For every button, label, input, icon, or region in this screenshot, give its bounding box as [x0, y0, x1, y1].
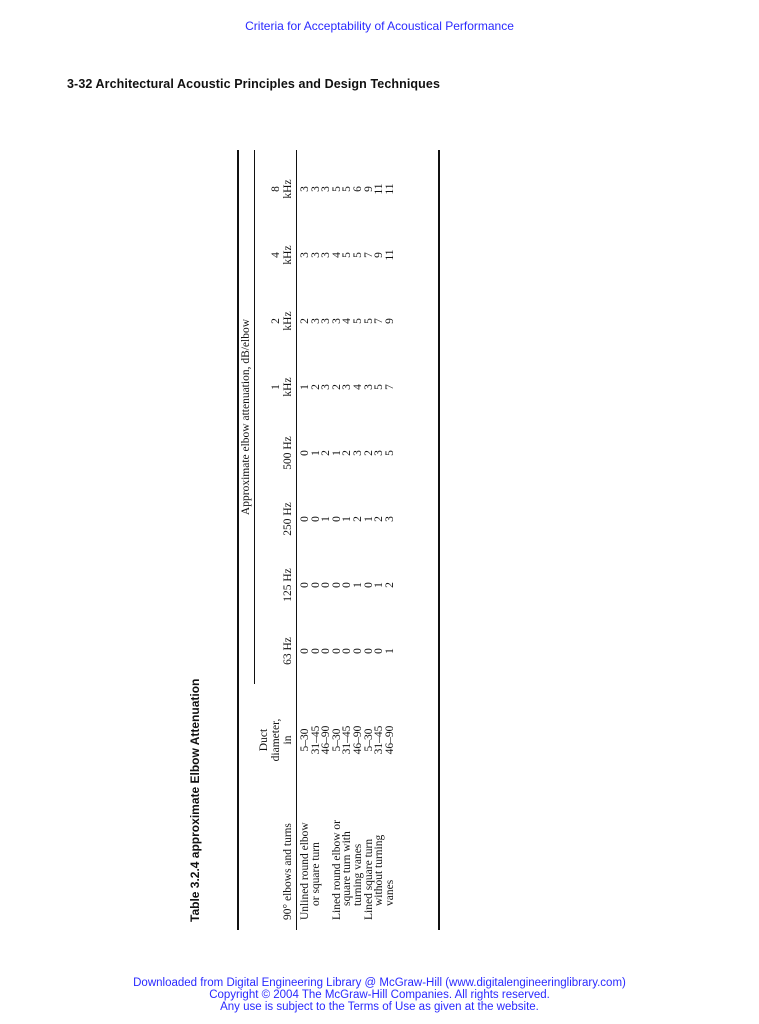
column-63hz [300, 618, 395, 684]
column-250hz [300, 486, 395, 552]
header-63hz: 63 Hz [282, 637, 294, 665]
table-group-rule [254, 150, 255, 684]
table-cell: 5 [341, 186, 354, 192]
column-elbow-type [300, 780, 395, 920]
table-top-rule [237, 150, 239, 930]
header-8khz: 8 kHz [270, 179, 294, 199]
type-line: square turn with [341, 831, 354, 906]
table-cell: 1 [362, 516, 375, 522]
footer-copyright: Copyright © 2004 The McGraw-Hill Companies. All rights reserved. [209, 989, 550, 1001]
table-cell: 3 [299, 186, 311, 192]
table-cell: 9 [362, 186, 375, 192]
table-cell: 6 [351, 186, 364, 192]
table-cell: 0 [320, 582, 333, 588]
table-cell: 7 [362, 252, 375, 258]
table-cell: 0 [330, 648, 343, 654]
table-cell: 0 [330, 582, 343, 588]
table-cell: 0 [373, 648, 386, 654]
column-8khz [300, 156, 395, 222]
table-cell: 0 [341, 648, 354, 654]
footer-terms[interactable]: Any use is subject to the Terms of Use as given at the website. [220, 1001, 539, 1013]
table-cell: 2 [320, 450, 333, 456]
table-cell: 0 [309, 516, 322, 522]
table-cell: 7 [383, 384, 396, 390]
table-cell: 3 [362, 384, 375, 390]
table-cell: 3 [299, 252, 311, 258]
table-cell: 3 [320, 186, 333, 192]
type-line: or square turn [309, 842, 322, 906]
type-line: Unlined round elbow [299, 822, 311, 920]
table-cell: 11 [373, 183, 386, 195]
table-cell: 0 [309, 648, 322, 654]
table-cell: 2 [373, 516, 386, 522]
header-elbows: 90° elbows and turns [282, 823, 294, 920]
header-4khz: 4 kHz [270, 245, 294, 265]
table-cell: 3 [309, 186, 322, 192]
table-cell: 0 [351, 648, 364, 654]
table-cell: 5 [351, 252, 364, 258]
header-2khz: 2 kHz [270, 311, 294, 331]
table-cell: 3 [320, 318, 333, 324]
column-125hz [300, 552, 395, 618]
page-header: Criteria for Acceptability of Acoustical Performance [245, 19, 514, 33]
header-group: Approximate elbow attenuation, dB/elbow [240, 318, 252, 516]
table-cell: 0 [341, 582, 354, 588]
table-cell: 3 [309, 318, 322, 324]
table-cell: 0 [299, 648, 311, 654]
table-cell: 2 [309, 384, 322, 390]
table-cell: 1 [330, 450, 343, 456]
table-cell: 0 [330, 516, 343, 522]
table-cell: 2 [362, 450, 375, 456]
table-cell: 5 [383, 450, 396, 456]
table-cell: 5 [362, 318, 375, 324]
header-duct: Duct diameter, in [258, 718, 294, 762]
footer-download-notice[interactable]: Downloaded from Digital Engineering Library @ McGraw-Hill (www.digitalengineeringlibrary.com) [133, 977, 626, 989]
table-cell: 5–30 [330, 728, 343, 752]
table-cell: 46–90 [351, 725, 364, 755]
table-cell: 5 [330, 186, 343, 192]
column-2khz [300, 288, 395, 354]
table-cell: 0 [362, 582, 375, 588]
table-cell: 0 [320, 648, 333, 654]
table-cell: 7 [373, 318, 386, 324]
table-cell: 4 [330, 252, 343, 258]
table-cell: 4 [351, 384, 364, 390]
table-cell: 4 [341, 318, 354, 324]
header-1khz: 1 kHz [270, 377, 294, 397]
table-cell: 5 [341, 252, 354, 258]
table-caption: Table 3.2.4 approximate Elbow Attenuation [188, 678, 202, 922]
table-cell: 31–45 [373, 725, 386, 755]
type-line: Lined square turn [362, 838, 375, 920]
table-cell: 5 [373, 384, 386, 390]
table-cell: 1 [309, 450, 322, 456]
table-cell: 3 [383, 516, 396, 522]
table-cell: 46–90 [383, 725, 396, 755]
table-cell: 5–30 [299, 728, 311, 752]
table-cell: 9 [383, 318, 396, 324]
table-cell: 2 [330, 384, 343, 390]
table-cell: 9 [373, 252, 386, 258]
table-cell: 3 [351, 450, 364, 456]
table-cell: 1 [299, 384, 311, 390]
column-4khz [300, 222, 395, 288]
table-cell: 31–45 [309, 725, 322, 755]
header-500hz: 500 Hz [282, 436, 294, 470]
column-diameter [300, 700, 395, 780]
table-cell: 5 [351, 318, 364, 324]
section-title: 3-32 Architectural Acoustic Principles and Design Techniques [67, 77, 440, 91]
table-cell: 1 [351, 582, 364, 588]
table-cell: 46–90 [320, 725, 333, 755]
table-cell: 11 [383, 249, 396, 261]
header-250hz: 250 Hz [282, 502, 294, 536]
rotated-table [188, 140, 438, 930]
table-cell: 3 [373, 450, 386, 456]
table-cell: 1 [320, 516, 333, 522]
table-cell: 2 [351, 516, 364, 522]
table-cell: 31–45 [341, 725, 354, 755]
type-line: Lined round elbow or [330, 820, 343, 920]
table-cell: 1 [383, 648, 396, 654]
type-line: turning vanes [351, 843, 364, 906]
table-cell: 2 [341, 450, 354, 456]
table-cell: 3 [330, 318, 343, 324]
table-header-rule [296, 150, 297, 930]
table-cell: 0 [299, 516, 311, 522]
table-cell: 3 [320, 252, 333, 258]
table-cell: 3 [309, 252, 322, 258]
column-1khz [300, 354, 395, 420]
table-cell: 0 [299, 450, 311, 456]
type-line: without turning [373, 834, 386, 906]
type-line: vanes [383, 879, 396, 906]
table-cell: 2 [383, 582, 396, 588]
table-cell: 5–30 [362, 728, 375, 752]
table-cell: 0 [299, 582, 311, 588]
table-cell: 2 [299, 318, 311, 324]
table-cell: 0 [362, 648, 375, 654]
table-cell: 0 [309, 582, 322, 588]
table-cell: 3 [341, 384, 354, 390]
table-cell: 11 [383, 183, 396, 195]
header-125hz: 125 Hz [282, 568, 294, 602]
table-bottom-rule [438, 150, 440, 930]
table-cell: 3 [320, 384, 333, 390]
table-cell: 1 [373, 582, 386, 588]
column-500hz [300, 420, 395, 486]
table-cell: 1 [341, 516, 354, 522]
